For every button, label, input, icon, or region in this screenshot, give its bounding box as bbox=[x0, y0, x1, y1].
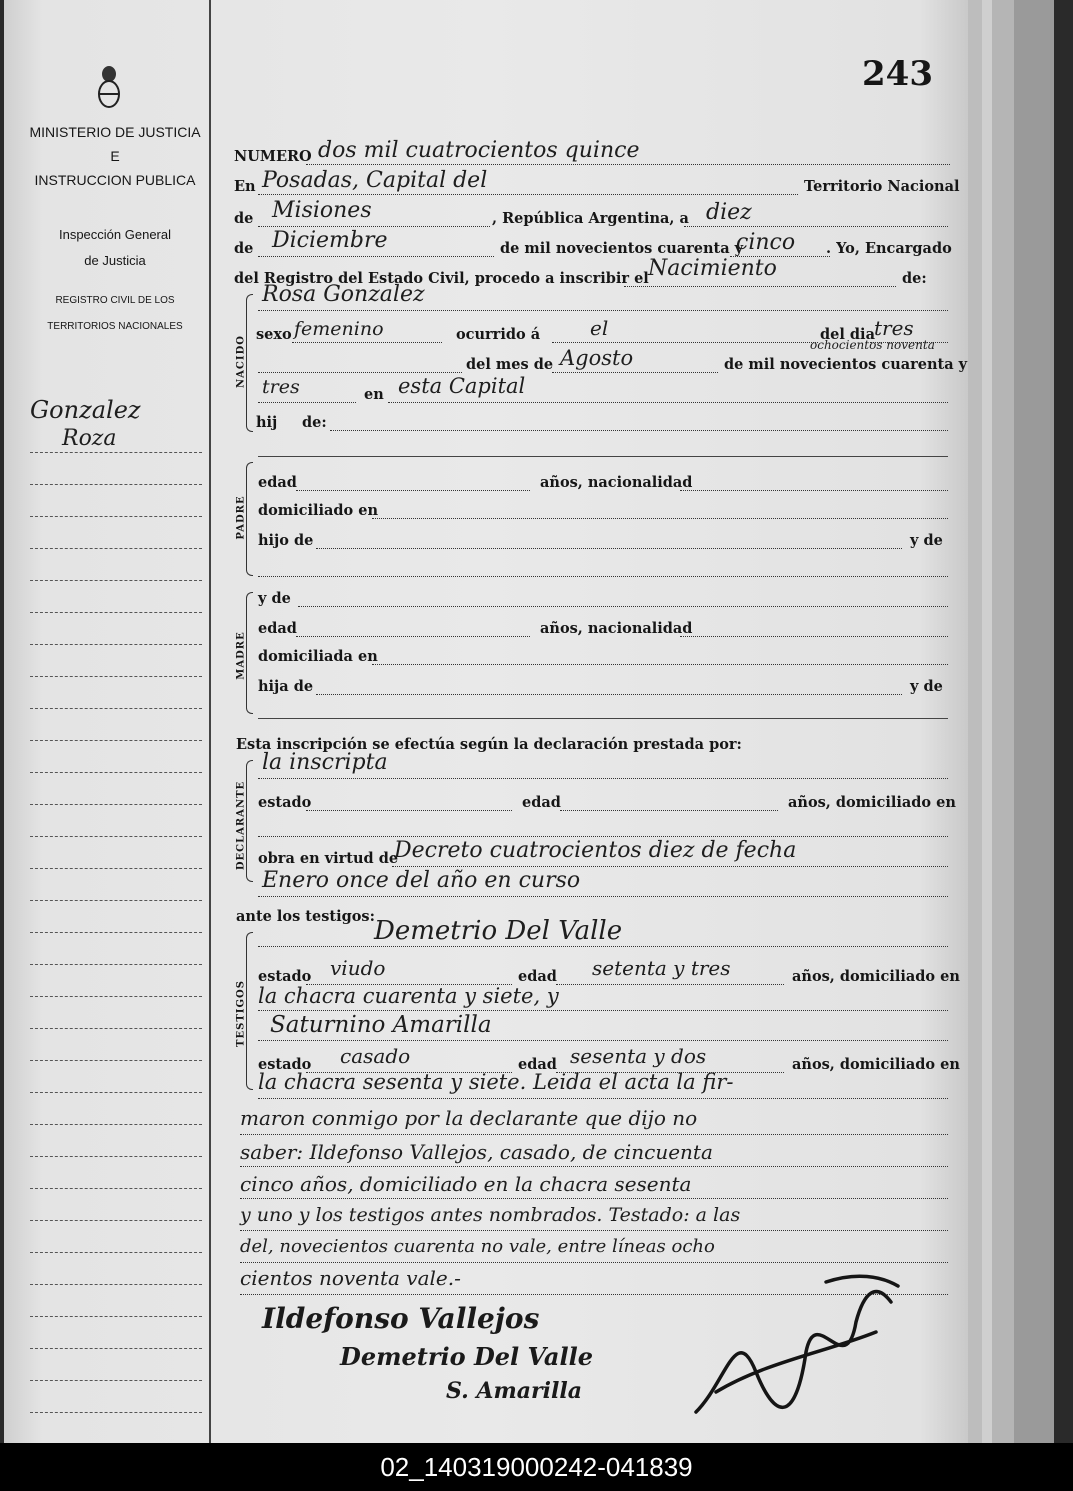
estado-label: estado bbox=[258, 794, 312, 811]
testigos-side-label: TESTIGOS bbox=[235, 980, 247, 1047]
section-brace bbox=[246, 294, 253, 432]
note-line: saber: Ildefonso Vallejos, casado, de cincuenta bbox=[240, 1140, 713, 1164]
margin-line bbox=[30, 964, 202, 965]
y-de-label: y de bbox=[910, 678, 943, 695]
margin-line bbox=[30, 1188, 202, 1189]
field-line bbox=[258, 576, 948, 577]
edad-label: edad bbox=[518, 968, 557, 985]
field-line bbox=[240, 1166, 948, 1167]
edad-label: edad bbox=[522, 794, 561, 811]
anos-nacionalidad-label: años, nacionalidad bbox=[540, 620, 693, 637]
field-line bbox=[684, 226, 948, 227]
decree-date-value: Enero once del año en curso bbox=[262, 868, 581, 893]
register-page bbox=[4, 0, 968, 1443]
field-line bbox=[296, 636, 530, 637]
witness1-domicilio: la chacra cuarenta y siete, y bbox=[258, 984, 559, 1008]
field-line bbox=[258, 836, 948, 837]
en-label: En bbox=[234, 178, 256, 195]
field-line bbox=[552, 372, 718, 373]
sexo-label: sexo bbox=[256, 326, 292, 343]
edad-label: edad bbox=[258, 620, 297, 637]
margin-line bbox=[30, 484, 202, 485]
note-line: cientos noventa vale.- bbox=[240, 1266, 461, 1290]
year-value: cinco bbox=[736, 230, 796, 255]
section-brace bbox=[246, 760, 253, 882]
page-edge bbox=[982, 0, 992, 1443]
declarante-side-label: DECLARANTE bbox=[235, 780, 247, 871]
witness2-name: Saturnino Amarilla bbox=[270, 1012, 492, 1038]
numero-label: NUMERO bbox=[234, 148, 312, 165]
note-line: y uno y los testigos antes nombrados. Testado: a las bbox=[240, 1204, 741, 1226]
declarant-value: la inscripta bbox=[262, 750, 388, 775]
signature-ildefonso: Ildefonso Vallejos bbox=[262, 1302, 540, 1335]
anos-domiciliado-label: años, domiciliado en bbox=[788, 794, 956, 811]
page-number: 243 bbox=[862, 54, 933, 94]
de-label: de bbox=[234, 210, 254, 227]
field-line bbox=[258, 310, 948, 311]
page-edge bbox=[992, 0, 1014, 1443]
domiciliada-label: domiciliada en bbox=[258, 648, 378, 665]
name-value: Rosa Gonzalez bbox=[262, 282, 425, 307]
section-brace bbox=[246, 592, 253, 714]
margin-line bbox=[30, 996, 202, 997]
signature-saturnino: S. Amarilla bbox=[446, 1378, 582, 1404]
margin-line bbox=[30, 1252, 202, 1253]
margin-line bbox=[30, 804, 202, 805]
witness1-estado: viudo bbox=[330, 956, 386, 980]
estado-label: estado bbox=[258, 968, 312, 985]
city-value: Posadas, Capital del bbox=[262, 168, 488, 193]
field-line bbox=[258, 778, 948, 779]
decree-value: Decreto cuatrocientos diez de fecha bbox=[394, 838, 797, 863]
inscripcion-label: Esta inscripción se efectúa según la declaración prestada por: bbox=[236, 736, 742, 753]
birth-year-value: tres bbox=[262, 376, 300, 398]
margin-line bbox=[30, 612, 202, 613]
official-signature-icon bbox=[676, 1262, 906, 1432]
ministry-heading: MINISTERIO DE JUSTICIA E INSTRUCCION PUBLICA bbox=[29, 124, 201, 188]
del-mes-label: del mes de bbox=[466, 356, 554, 373]
margin-line bbox=[30, 1380, 202, 1381]
ante-testigos-label: ante los testigos: bbox=[236, 908, 375, 925]
field-line bbox=[316, 548, 902, 549]
margin-divider bbox=[209, 0, 211, 1443]
field-line bbox=[258, 946, 948, 947]
note-line: cinco años, domiciliado en la chacra sesenta bbox=[240, 1172, 692, 1196]
birth-month-value: Agosto bbox=[560, 346, 634, 370]
de-label: de bbox=[234, 240, 254, 257]
margin-line bbox=[30, 516, 202, 517]
field-line bbox=[258, 718, 948, 719]
field-line bbox=[292, 342, 442, 343]
margin-line bbox=[30, 836, 202, 837]
margin-line bbox=[30, 1124, 202, 1125]
de-label: de: bbox=[302, 414, 327, 431]
witness2-estado: casado bbox=[340, 1044, 411, 1068]
field-line bbox=[258, 456, 948, 457]
margin-line bbox=[30, 1060, 202, 1061]
field-line bbox=[240, 1230, 948, 1231]
field-line bbox=[258, 1040, 948, 1041]
margin-line bbox=[30, 548, 202, 549]
estado-label: estado bbox=[258, 1056, 312, 1073]
field-line bbox=[388, 402, 948, 403]
field-line bbox=[372, 664, 948, 665]
margin-line bbox=[30, 580, 202, 581]
field-line bbox=[240, 1198, 948, 1199]
anos-domiciliado-label: años, domiciliado en bbox=[792, 1056, 960, 1073]
edad-label: edad bbox=[258, 474, 297, 491]
field-line bbox=[552, 342, 818, 343]
numero-value: dos mil cuatrocientos quince bbox=[318, 138, 640, 163]
field-line bbox=[680, 490, 948, 491]
field-line bbox=[680, 636, 948, 637]
witness2-domicilio: la chacra sesenta y siete. Leida el acta la fir- bbox=[258, 1070, 734, 1094]
padre-side-label: PADRE bbox=[235, 495, 247, 540]
registro-label: del Registro del Estado Civil, procedo a inscribir el bbox=[234, 270, 649, 287]
field-line bbox=[372, 518, 948, 519]
registry-heading: REGISTRO CIVIL DE LOS TERRITORIOS NACIONALES bbox=[47, 295, 183, 332]
hour-value: el bbox=[590, 316, 609, 340]
day-value: diez bbox=[706, 200, 752, 225]
field-line bbox=[330, 430, 948, 431]
territorio-label: Territorio Nacional bbox=[804, 178, 960, 195]
footer-id: 02_140319000242-041839 bbox=[0, 1443, 1073, 1491]
field-line bbox=[240, 1134, 948, 1135]
field-line bbox=[392, 866, 948, 867]
anos-nacionalidad-label: años, nacionalidad bbox=[540, 474, 693, 491]
field-line bbox=[624, 286, 896, 287]
witness1-name: Demetrio Del Valle bbox=[374, 916, 623, 946]
del-dia-label: del dia bbox=[820, 326, 875, 343]
field-line bbox=[258, 402, 356, 403]
edad-label: edad bbox=[518, 1056, 557, 1073]
section-brace bbox=[246, 932, 253, 1090]
field-line bbox=[258, 1098, 948, 1099]
margin-surname: Gonzalez bbox=[30, 396, 141, 424]
field-line bbox=[556, 984, 784, 985]
field-line bbox=[296, 490, 530, 491]
obra-label: obra en virtud de bbox=[258, 850, 399, 867]
note-line: del, novecientos cuarenta no vale, entre líneas ocho bbox=[240, 1236, 715, 1257]
territory-value: Misiones bbox=[272, 198, 372, 223]
margin-line bbox=[30, 900, 202, 901]
y-de-label: y de bbox=[910, 532, 943, 549]
field-line bbox=[560, 810, 778, 811]
margin-line bbox=[30, 1284, 202, 1285]
y-de-label: y de bbox=[258, 590, 291, 607]
nacido-side-label: NACIDO bbox=[235, 335, 247, 388]
page-edge bbox=[968, 0, 982, 1443]
field-line bbox=[258, 226, 490, 227]
de-colon-label: de: bbox=[902, 270, 927, 287]
anos-domiciliado-label: años, domiciliado en bbox=[792, 968, 960, 985]
hij-label: hij bbox=[256, 414, 278, 431]
month-value: Diciembre bbox=[272, 228, 388, 253]
field-line bbox=[258, 896, 948, 897]
field-line bbox=[298, 606, 948, 607]
margin-line bbox=[30, 740, 202, 741]
margin-line bbox=[30, 932, 202, 933]
margin-line bbox=[30, 1156, 202, 1157]
note-line: maron conmigo por la declarante que dijo no bbox=[240, 1106, 698, 1130]
margin-name: Roza bbox=[62, 426, 117, 451]
margin-line bbox=[30, 1028, 202, 1029]
field-line bbox=[316, 694, 902, 695]
birth-place-value: esta Capital bbox=[398, 374, 526, 398]
madre-side-label: MADRE bbox=[235, 631, 247, 680]
signature-demetrio: Demetrio Del Valle bbox=[340, 1342, 593, 1371]
witness1-edad: setenta y tres bbox=[592, 956, 731, 980]
margin-line bbox=[30, 676, 202, 677]
act-type-value: Nacimiento bbox=[648, 256, 777, 281]
mil-novecientos-label: de mil novecientos cuarenta y bbox=[500, 240, 744, 257]
sex-value: femenino bbox=[294, 318, 384, 340]
margin-line bbox=[30, 452, 202, 453]
margin-line bbox=[30, 772, 202, 773]
margin-line bbox=[30, 708, 202, 709]
field-line bbox=[258, 256, 494, 257]
birth-day-value: tres bbox=[874, 316, 914, 340]
field-line bbox=[306, 164, 950, 165]
republica-label: , República Argentina, a bbox=[492, 210, 689, 227]
margin-line bbox=[30, 1092, 202, 1093]
ocurrido-label: ocurrido á bbox=[456, 326, 541, 343]
hija-de-label: hija de bbox=[258, 678, 314, 695]
field-line bbox=[258, 372, 462, 373]
section-brace bbox=[246, 462, 253, 576]
inspection-heading: Inspección General de Justicia bbox=[58, 227, 171, 268]
margin-line bbox=[30, 1348, 202, 1349]
hijo-de-label: hijo de bbox=[258, 532, 314, 549]
margin-line bbox=[30, 1220, 202, 1221]
margin-line bbox=[30, 644, 202, 645]
page-edge bbox=[1014, 0, 1054, 1443]
margin-line bbox=[30, 1412, 202, 1413]
domiciliado-label: domiciliado en bbox=[258, 502, 379, 519]
margin-line bbox=[30, 1316, 202, 1317]
field-line bbox=[258, 194, 798, 195]
en-label: en bbox=[364, 386, 384, 403]
coat-of-arms-icon bbox=[96, 64, 122, 110]
encargado-label: . Yo, Encargado bbox=[826, 240, 952, 257]
field-line bbox=[306, 810, 512, 811]
de-mil-label: de mil novecientos cuarenta y bbox=[724, 356, 968, 373]
witness2-edad: sesenta y dos bbox=[570, 1044, 707, 1068]
margin-line bbox=[30, 868, 202, 869]
field-line bbox=[258, 1010, 948, 1011]
correction-value: ochocientos noventa bbox=[810, 338, 935, 352]
